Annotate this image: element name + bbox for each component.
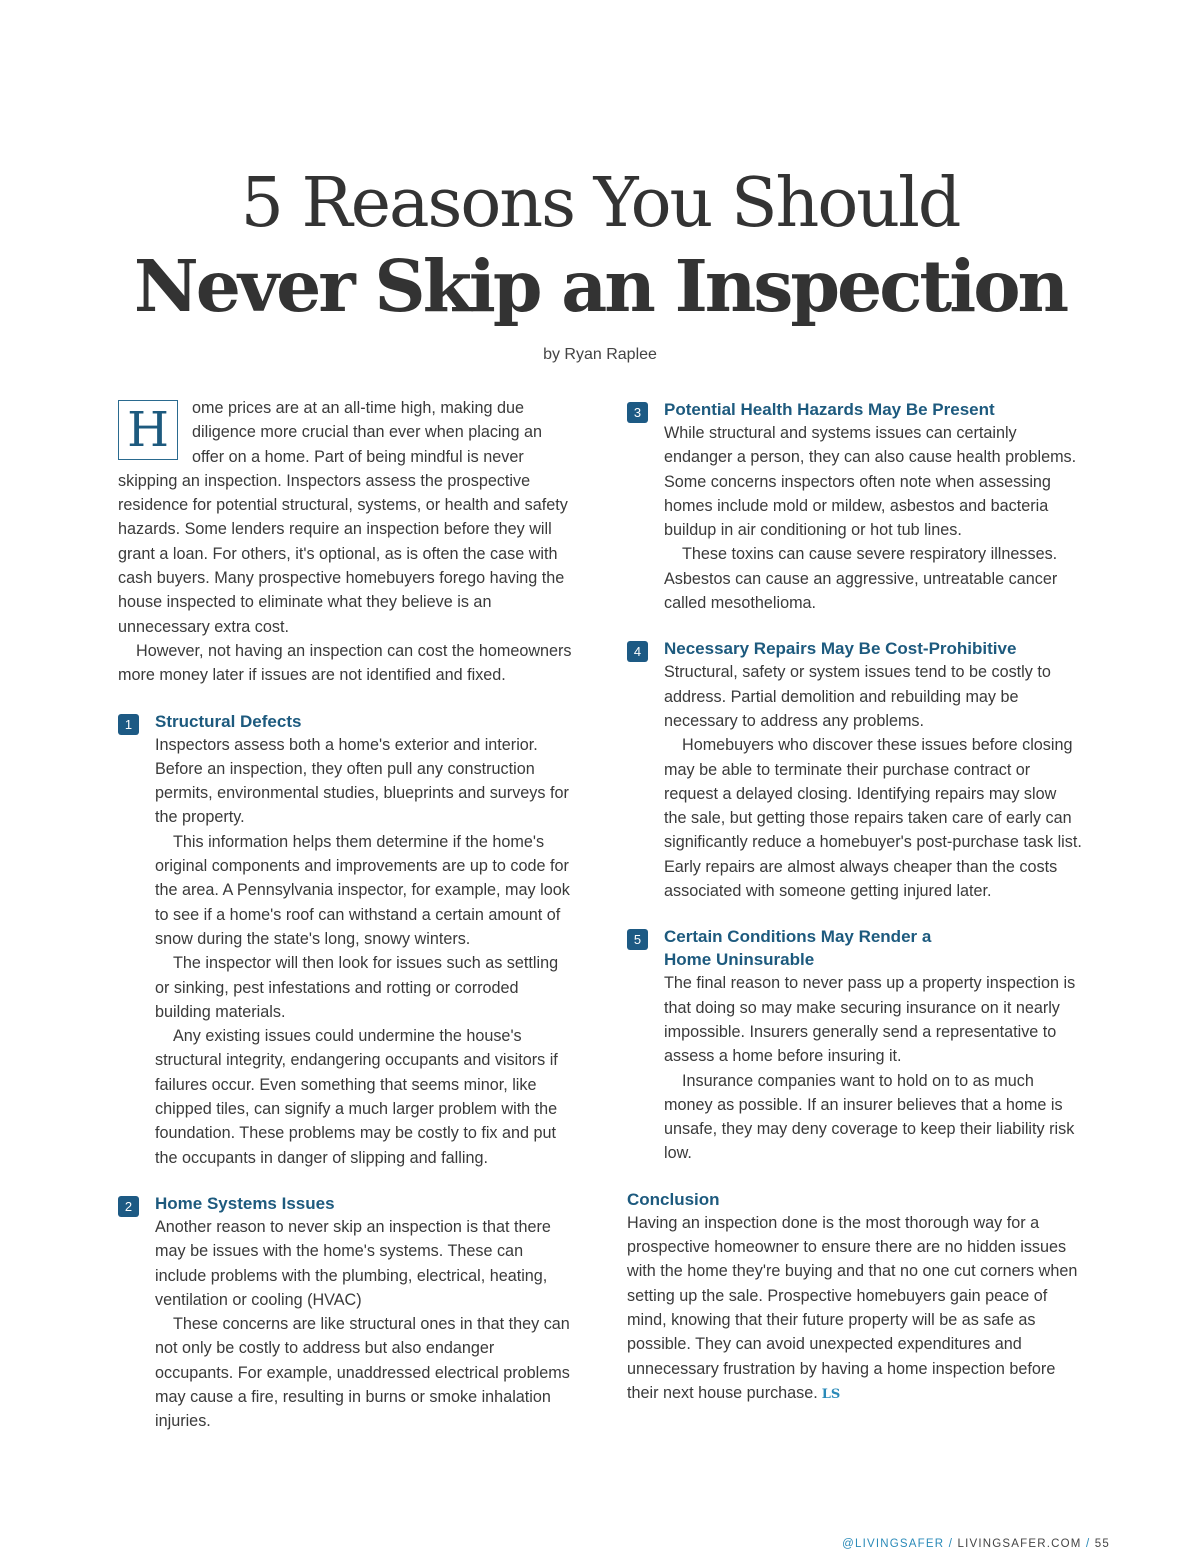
footer-site: LIVINGSAFER.COM: [957, 1538, 1082, 1550]
drop-cap: H: [118, 400, 178, 460]
page-number: 55: [1094, 1538, 1110, 1550]
footer-separator: /: [1085, 1538, 1091, 1550]
conclusion: [627, 1188, 1082, 1407]
title-line-2: Never Skip an Inspection: [133, 244, 1067, 328]
section-paragraph: These toxins can cause severe respiratory illnesses. Asbestos can cause an aggressive, untreatable cancer called mesothelioma.: [664, 545, 1058, 613]
section-paragraph: Homebuyers who discover these issues before closing may be able to terminate their purchase contract or request a delayed closing. Identifying repairs may slow the sale, but getting those repairs taken care of early can significantly reduce a homebuyer's post-purchase task list. Early repairs are almost always cheaper than the costs associated with someone getting injured later.: [664, 736, 1082, 901]
section-paragraph: Structural, safety or system issues tend to be costly to address. Partial demolition and rebuilding may be necessary to address any problems.: [664, 663, 1051, 730]
section-paragraph: Inspectors assess both a home's exterior and interior. Before an inspection, they often pull any construction permits, environmental studies, blueprints and surveys for the property.: [155, 735, 569, 827]
section-title: Home Systems Issues: [155, 1193, 335, 1213]
section-structural-defects: [118, 710, 576, 1170]
section-paragraph: Any existing issues could undermine the house's structural integrity, endangering occupants and visitors if failures occur. Even something that seems minor, like chipped tiles, can signify a much larger problem with the foundation. These problems may be costly to fix and put the occupants in danger of slipping and falling.: [155, 1027, 558, 1167]
byline: by Ryan Raplee: [543, 346, 657, 363]
section-repairs-cost: [627, 637, 1082, 903]
intro: [118, 396, 576, 688]
section-paragraph: The final reason to never pass up a property inspection is that doing so may make securing insurance on it nearly impossible. Insurers generally send a representative to assess a home before insuring it.: [664, 974, 1076, 1066]
left-column: [118, 396, 576, 1434]
section-number-badge: 4: [627, 641, 648, 662]
section-number-badge: 3: [627, 402, 648, 423]
section-paragraph: Insurance companies want to hold on to as much money as possible. If an insurer believes that a home is unsafe, they may deny coverage to keep their liability risk low.: [664, 1071, 1075, 1163]
conclusion-title: Conclusion: [627, 1189, 720, 1209]
right-column: [627, 396, 1082, 1407]
section-health-hazards: [627, 398, 1082, 615]
page-footer: [842, 1538, 1110, 1550]
conclusion-paragraph: [627, 1211, 1082, 1407]
section-paragraph: These concerns are like structural ones in that they can not only be costly to address but also endanger occupants. For example, unaddressed electrical problems may cause a fire, resulting in burns or smoke inhalation injuries.: [155, 1315, 570, 1431]
section-number-badge: 1: [118, 714, 139, 735]
intro-paragraph-1: ome prices are at an all-time high, making due diligence more crucial than ever when placing an offer on a home. Part of being mindful is never skipping an inspection. Inspectors assess the prospective residence for potential structural, systems, or health and safety hazards. Some lenders require an inspection before they will grant a loan. For others, it's optional, as is often the case with cash buyers. Many prospective homebuyers forego having the house inspected to eliminate what they believe is an unnecessary extra cost.: [118, 399, 568, 636]
footer-separator: /: [948, 1538, 954, 1550]
section-title: Potential Health Hazards May Be Present: [664, 400, 995, 419]
footer-social-handle: @LIVINGSAFER: [842, 1538, 945, 1550]
section-number-badge: 5: [627, 929, 648, 950]
section-paragraph: Another reason to never skip an inspection is that there may be issues with the home's systems. These can include problems with the plumbing, electrical, heating, ventilation or cooling (HVAC): [155, 1217, 551, 1309]
section-number-badge: 2: [118, 1196, 139, 1217]
section-title: Certain Conditions May Render a Home Uninsurable: [664, 927, 932, 970]
section-home-systems-issues: [118, 1192, 576, 1434]
section-paragraph: This information helps them determine if the home's original components and improvements are up to code for the area. A Pennsylvania inspector, for example, may look to see if a home's roof can withstand a certain amount of snow during the state's long, snowy winters.: [155, 832, 570, 948]
title-line-1: 5 Reasons You Should: [240, 164, 960, 243]
intro-paragraph-2: However, not having an inspection can cost the homeowners more money later if issues are not identified and fixed.: [118, 641, 572, 685]
section-title: Necessary Repairs May Be Cost-Prohibitive: [664, 639, 1017, 659]
section-uninsurable: [627, 925, 1082, 1165]
conclusion-text: Having an inspection done is the most thorough way for a prospective homeowner to ensure there are no hidden issues with the home they're buying and that no one cut corners when setting up the sale. Prospective homebuyers gain peace of mind, knowing that their future property will be as safe as possible. They can avoid unexpected expenditures and unnecessary frustration by having a home inspection before their next house purchase.: [627, 1213, 1078, 1402]
section-title: Structural Defects: [155, 711, 302, 731]
end-mark-logo: LS: [821, 1386, 841, 1402]
section-paragraph: While structural and systems issues can certainly endanger a person, they can also cause health problems. Some concerns inspectors often note when assessing homes include mold or mildew, asbestos and bacteria buildup in air conditioning or hot tub lines.: [664, 424, 1077, 540]
section-paragraph: The inspector will then look for issues such as settling or sinking, pest infestations and rotting or corroded building materials.: [155, 954, 559, 1021]
